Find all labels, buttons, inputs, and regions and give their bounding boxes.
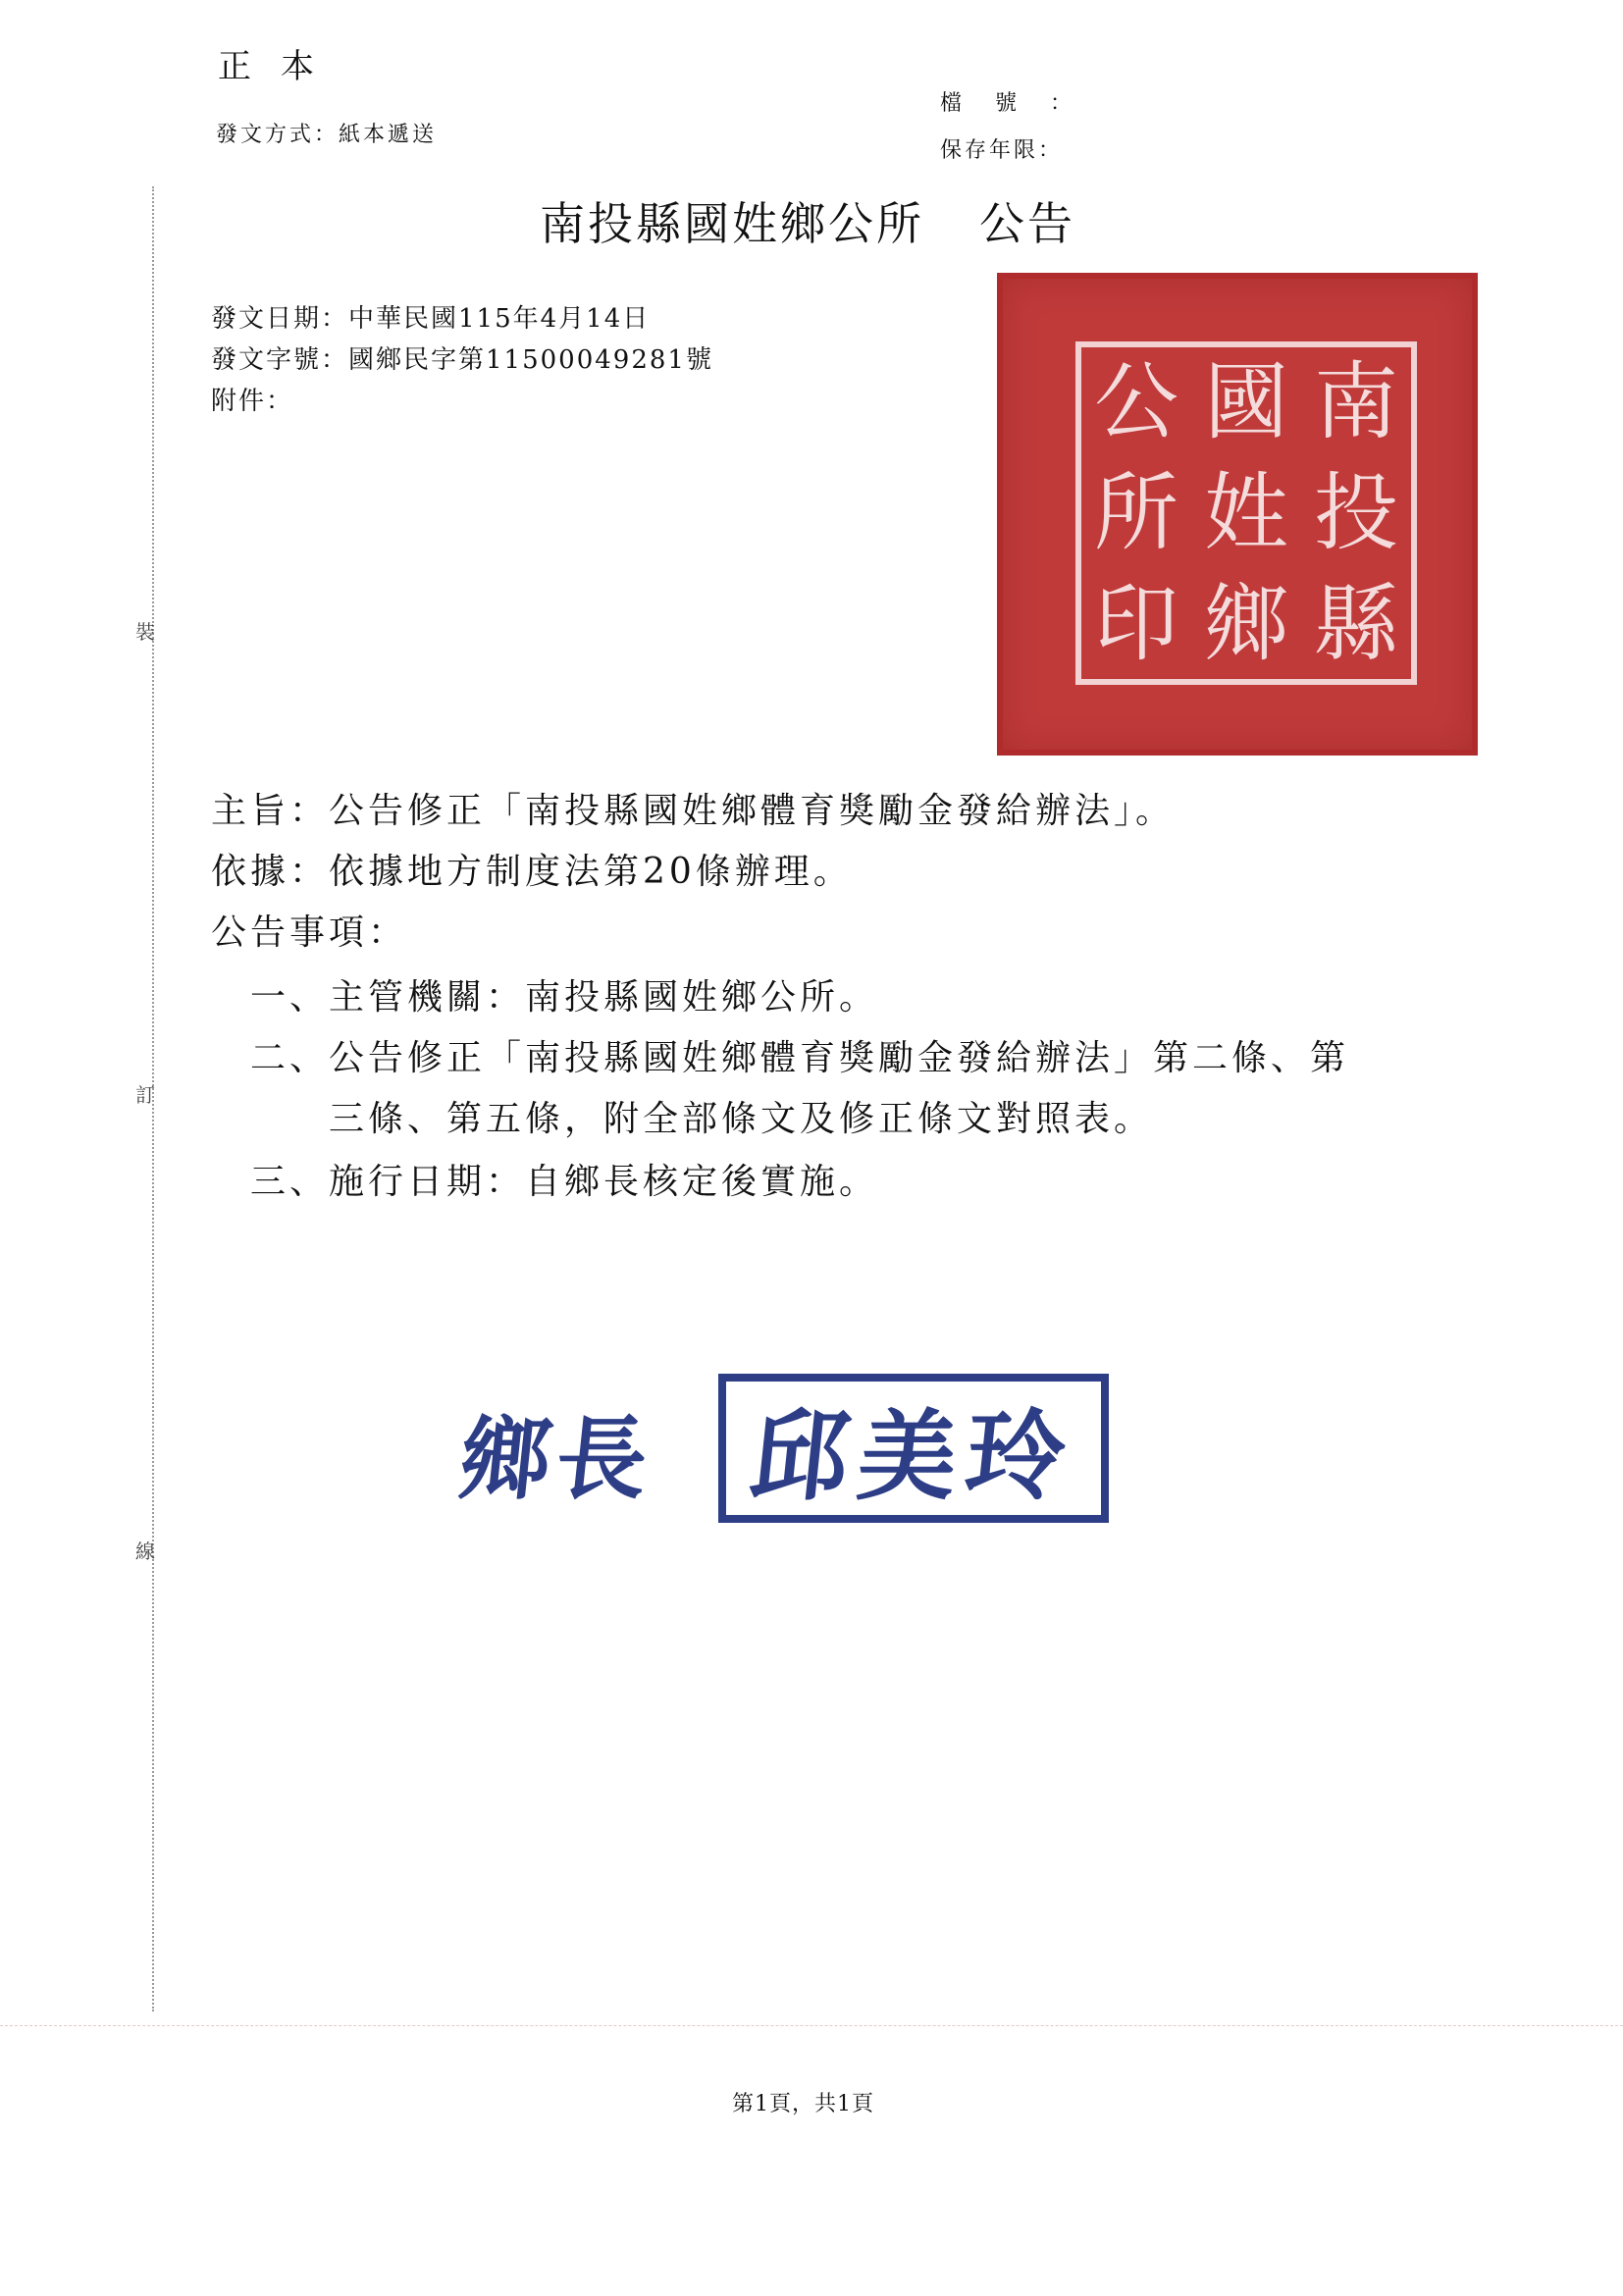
seal-char: 公 bbox=[1094, 353, 1178, 452]
mayor-signature-stamp bbox=[454, 1374, 1109, 1531]
mayor-name: 邱美玲 bbox=[744, 1398, 1081, 1514]
seal-char: 縣 bbox=[1314, 574, 1398, 673]
binding-mark-top: 裝 bbox=[135, 620, 155, 644]
delivery-method: 發文方式：紙本遞送 bbox=[216, 123, 438, 147]
announcement-item: 三、施行日期：自鄉長核定後實施。 bbox=[250, 1162, 879, 1202]
mayor-name-box bbox=[718, 1374, 1109, 1523]
file-number-suffix: ： bbox=[1050, 91, 1075, 116]
seal-char: 印 bbox=[1094, 574, 1178, 673]
attachment-label: 附件： bbox=[211, 387, 294, 416]
footer-divider bbox=[0, 2025, 1623, 2026]
issue-date: 發文日期：中華民國115年4月14日 bbox=[211, 304, 651, 334]
document-title bbox=[540, 188, 1075, 253]
file-number-label: 檔號 bbox=[940, 91, 1051, 116]
mayor-title: 鄉長 bbox=[454, 1406, 658, 1512]
binding-mark-middle: 訂 bbox=[135, 1083, 155, 1107]
seal-char: 投 bbox=[1314, 463, 1398, 562]
announcement-items-heading: 公告事項： bbox=[211, 913, 408, 953]
document-number: 發文字號：國鄉民字第11500049281號 bbox=[211, 345, 713, 375]
seal-char: 所 bbox=[1094, 463, 1178, 562]
retention-period: 保存年限： bbox=[940, 138, 1064, 163]
document-type: 公告 bbox=[979, 197, 1075, 250]
announcement-item-continuation: 三條、第五條，附全部條文及修正條文對照表。 bbox=[329, 1099, 1154, 1139]
binding-mark-bottom: 線 bbox=[135, 1539, 155, 1563]
announcement-item: 二、公告修正「南投縣國姓鄉體育獎勵金發給辦法」第二條、第 bbox=[250, 1038, 1350, 1078]
page-number: 第1頁，共1頁 bbox=[732, 2092, 874, 2116]
agency-name: 南投縣國姓鄉公所 bbox=[540, 197, 924, 250]
basis-line: 依據：依據地方制度法第20條辦理。 bbox=[211, 852, 853, 892]
seal-char: 國 bbox=[1204, 353, 1288, 452]
announcement-item: 一、主管機關：南投縣國姓鄉公所。 bbox=[250, 977, 879, 1018]
seal-char: 姓 bbox=[1204, 463, 1288, 562]
copy-label: 正本 bbox=[218, 47, 343, 86]
seal-char: 南 bbox=[1314, 353, 1398, 452]
official-seal bbox=[997, 273, 1478, 756]
file-number bbox=[940, 86, 1074, 117]
seal-char: 鄉 bbox=[1204, 574, 1288, 673]
seal-frame bbox=[1075, 341, 1417, 685]
subject-line: 主旨：公告修正「南投縣國姓鄉體育獎勵金發給辦法」。 bbox=[211, 791, 1176, 831]
